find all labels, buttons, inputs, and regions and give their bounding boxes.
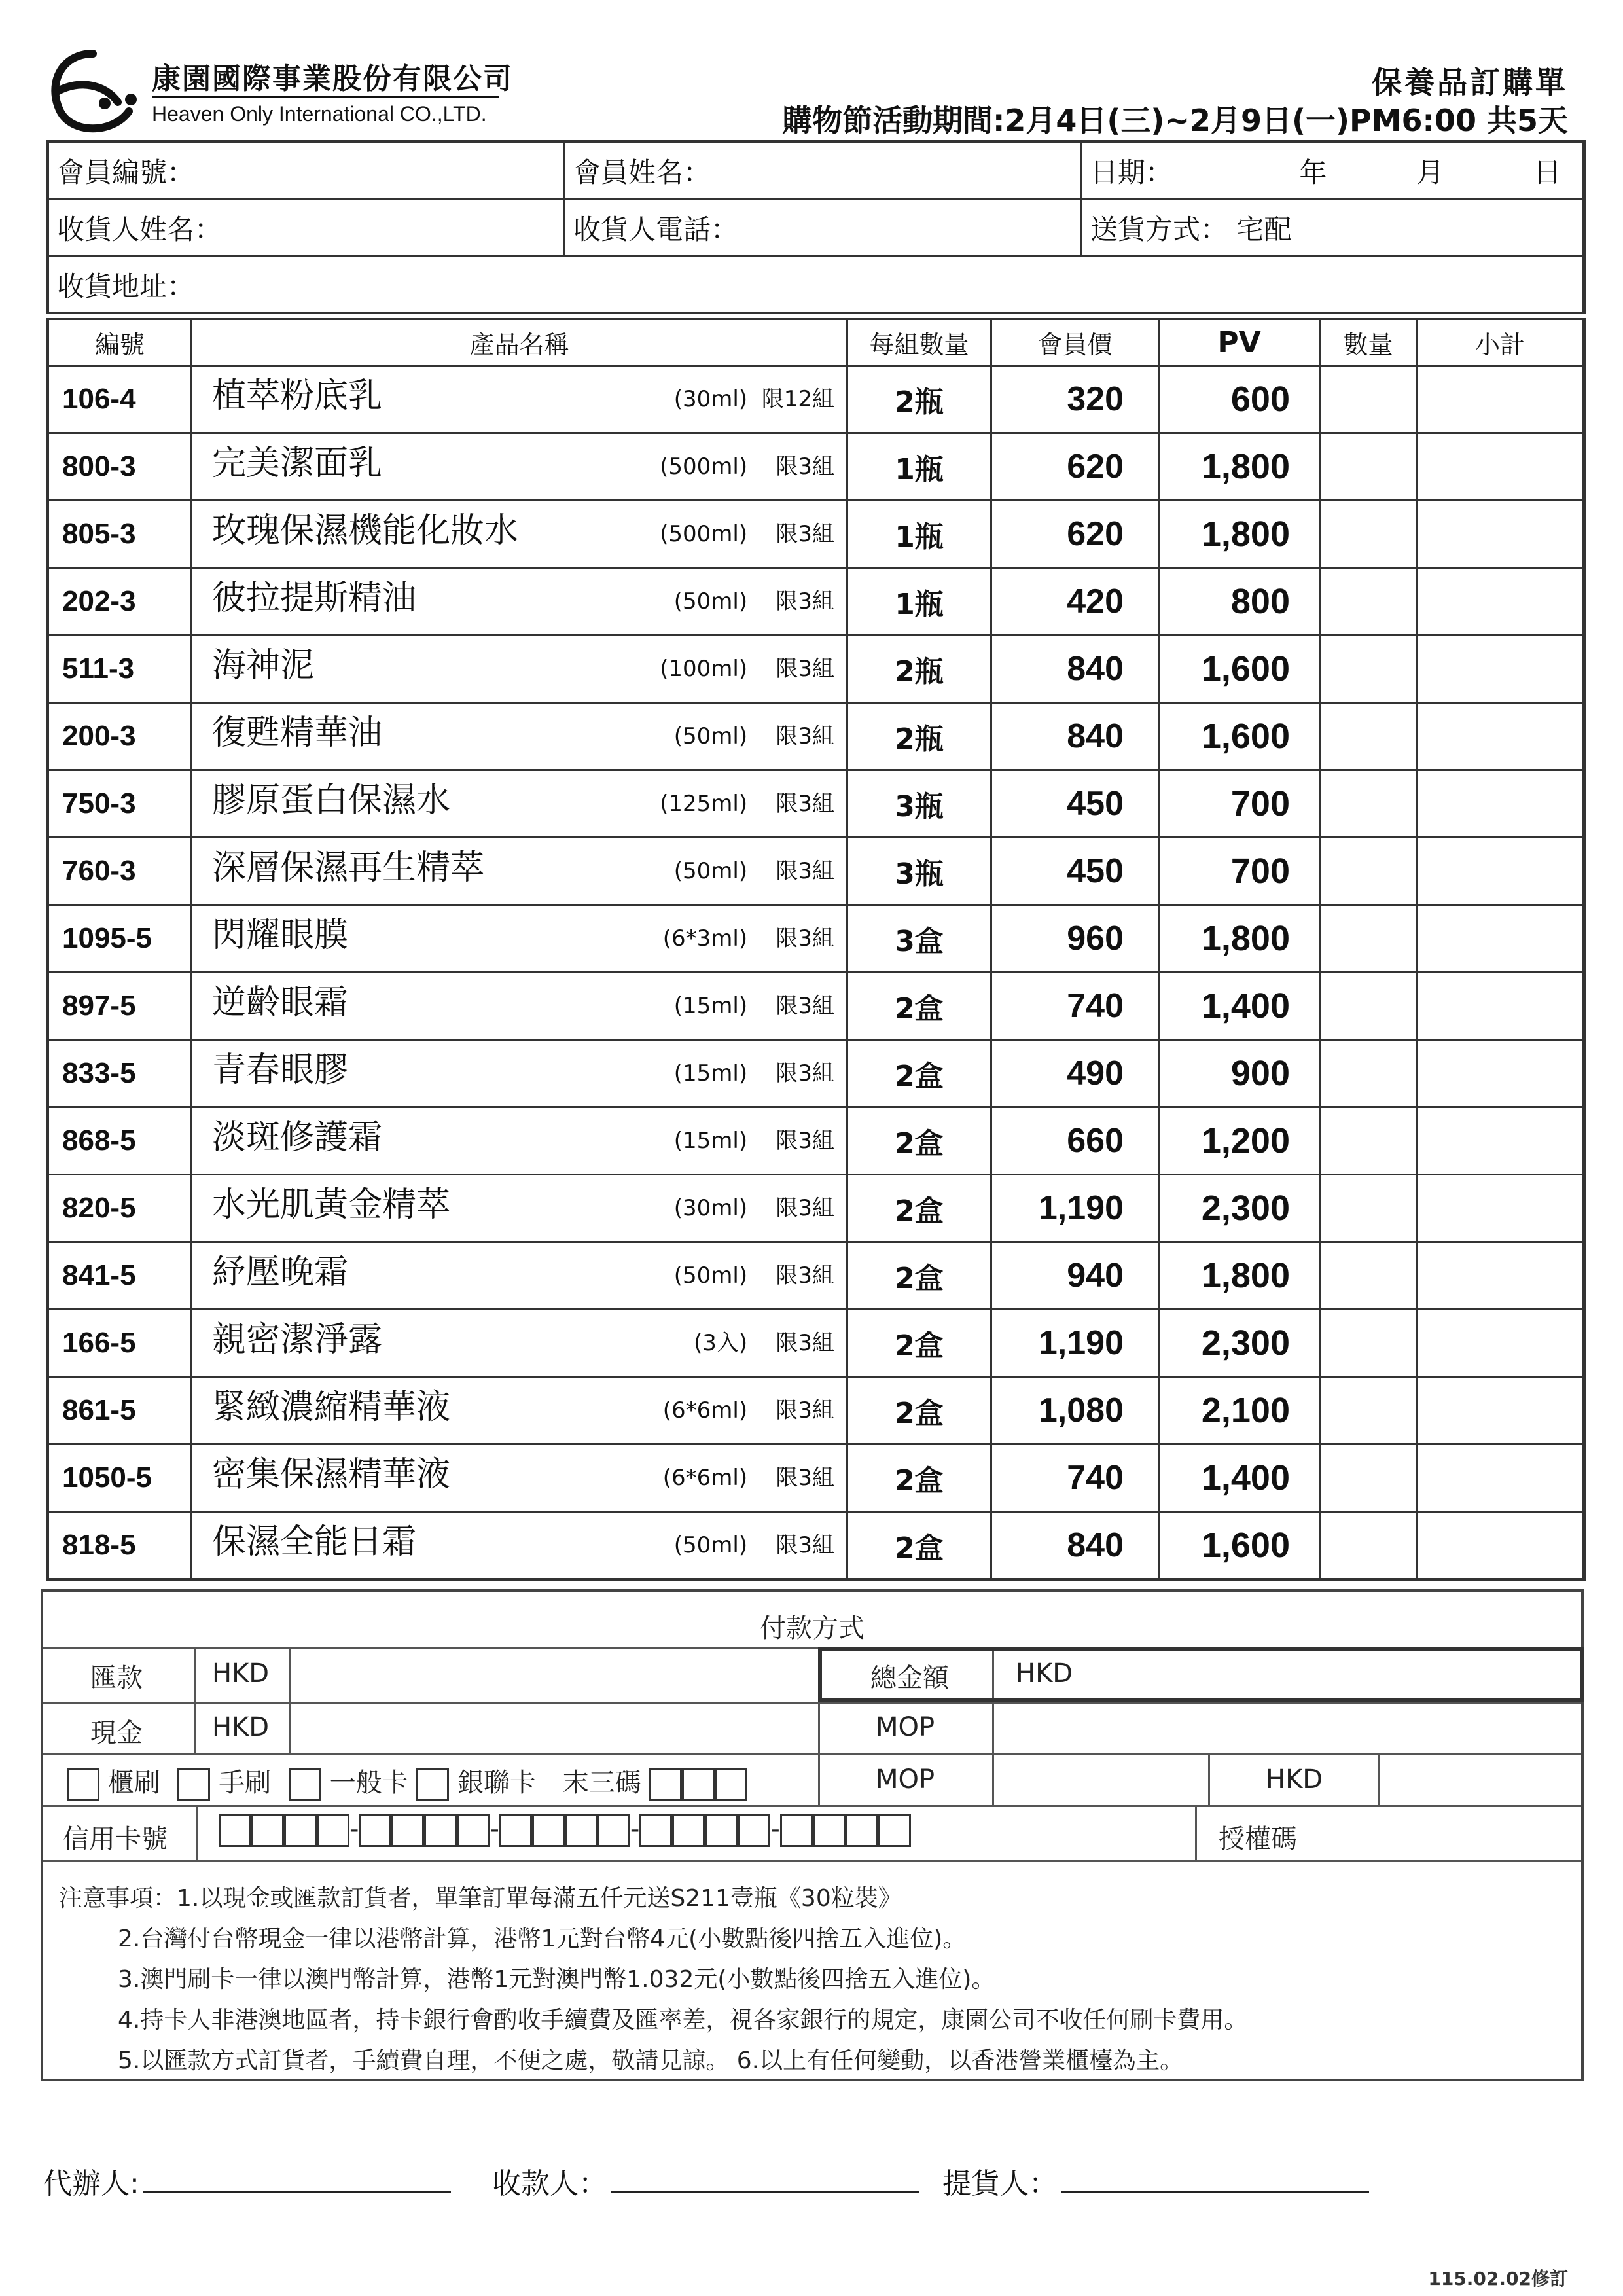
product-member-price: 450 xyxy=(991,770,1159,838)
card-digit-box[interactable] xyxy=(251,1814,284,1847)
card-digit-box[interactable] xyxy=(359,1814,391,1847)
product-set-qty: 1瓶 xyxy=(847,568,991,636)
unionpay-checkbox[interactable] xyxy=(416,1768,449,1801)
unionpay-label: 銀聯卡 xyxy=(457,1768,537,1798)
payee-signature-line[interactable] xyxy=(611,2172,919,2193)
card-hkd-label: HKD xyxy=(1266,1765,1323,1795)
card-number-dash: - xyxy=(349,1814,359,1844)
product-subtotal-input[interactable] xyxy=(1417,568,1584,636)
product-name: 玫瑰保濕機能化妝水 xyxy=(212,511,519,550)
col-header-member-price: 會員價 xyxy=(991,319,1159,366)
payment-notes xyxy=(59,1878,1247,2081)
product-code: 861-5 xyxy=(48,1377,192,1444)
product-member-price: 1,080 xyxy=(991,1377,1159,1444)
col-header-pv: PV xyxy=(1159,319,1320,366)
product-member-price: 1,190 xyxy=(991,1175,1159,1242)
product-member-price: 420 xyxy=(991,568,1159,636)
note-line: 注意事項：1.以現金或匯款訂貨者，單筆訂單每滿五仟元送S211壹瓶《30粒裝》 xyxy=(59,1885,902,1912)
product-code: 1095-5 xyxy=(48,905,192,973)
product-spec: (15ml) 限3組 xyxy=(673,1128,834,1154)
product-member-price: 740 xyxy=(991,973,1159,1040)
product-name-cell xyxy=(192,501,847,568)
note-line: 3.澳門刷卡一律以澳門幣計算，港幣1元對澳門幣1.032元(小數點後四捨五入進位)。 xyxy=(118,1966,995,1993)
payment-rule xyxy=(43,1860,1581,1862)
product-member-price: 450 xyxy=(991,838,1159,905)
product-pv: 1,800 xyxy=(1159,1242,1320,1310)
company-name-cn: 康園國際事業股份有限公司 xyxy=(152,62,513,96)
card-digit-box[interactable] xyxy=(391,1814,424,1847)
last-digit-box[interactable] xyxy=(715,1768,747,1801)
manual-swipe-checkbox[interactable] xyxy=(177,1768,210,1801)
product-name-cell xyxy=(192,1040,847,1107)
note-line: 4.持卡人非港澳地區者，持卡銀行會酌收手續費及匯率差，視各家銀行的規定，康園公司不收任何刷卡費用。 xyxy=(118,2007,1248,2034)
picker-label: 提貨人： xyxy=(942,2167,1058,2200)
product-name: 保濕全能日霜 xyxy=(212,1522,417,1562)
product-set-qty: 1瓶 xyxy=(847,433,991,501)
product-spec: (6*6ml) 限3組 xyxy=(662,1397,834,1424)
product-pv: 1,800 xyxy=(1159,433,1320,501)
payment-rule xyxy=(43,1702,1581,1704)
last-three-digits-label: 末三碼 xyxy=(562,1768,641,1798)
product-spec: (100ml) 限3組 xyxy=(660,656,834,682)
product-name: 膠原蛋白保濕水 xyxy=(212,781,451,820)
total-amount-currency: HKD xyxy=(1016,1659,1073,1689)
product-subtotal-input[interactable] xyxy=(1417,1444,1584,1512)
product-spec: (50ml) 限3組 xyxy=(673,1532,834,1558)
product-name-cell xyxy=(192,1310,847,1377)
product-row xyxy=(48,905,1584,973)
product-pv: 900 xyxy=(1159,1040,1320,1107)
receiver-phone-field[interactable]: 收貨人電話： xyxy=(565,200,1082,257)
product-member-price: 960 xyxy=(991,905,1159,973)
card-number-boxes xyxy=(219,1814,911,1847)
product-subtotal-input[interactable] xyxy=(1417,501,1584,568)
product-set-qty: 2盒 xyxy=(847,973,991,1040)
product-member-price: 840 xyxy=(991,1512,1159,1580)
product-code: 750-3 xyxy=(48,770,192,838)
product-pv: 800 xyxy=(1159,568,1320,636)
product-quantity-input[interactable] xyxy=(1320,1512,1417,1580)
product-code: 805-3 xyxy=(48,501,192,568)
card-number-dash: - xyxy=(490,1814,499,1844)
card-digit-box[interactable] xyxy=(457,1814,490,1847)
product-row xyxy=(48,973,1584,1040)
product-code: 760-3 xyxy=(48,838,192,905)
payment-section xyxy=(41,1589,1584,2081)
card-number-dash: - xyxy=(770,1814,780,1844)
last-digit-box[interactable] xyxy=(649,1768,682,1801)
product-quantity-input[interactable] xyxy=(1320,501,1417,568)
product-set-qty: 2瓶 xyxy=(847,636,991,703)
product-spec: (500ml) 限3組 xyxy=(660,521,834,547)
card-digit-box[interactable] xyxy=(597,1814,630,1847)
mop-label: MOP xyxy=(876,1712,935,1742)
product-subtotal-input[interactable] xyxy=(1417,703,1584,770)
product-name: 復甦精華油 xyxy=(212,713,383,753)
product-member-price: 840 xyxy=(991,703,1159,770)
total-amount-label: 總金額 xyxy=(870,1663,949,1693)
card-digit-box[interactable] xyxy=(813,1814,846,1847)
card-digit-box[interactable] xyxy=(317,1814,349,1847)
product-name: 青春眼膠 xyxy=(212,1050,349,1090)
product-name: 深層保濕再生精萃 xyxy=(212,848,485,888)
counter-swipe-checkbox[interactable] xyxy=(67,1768,99,1801)
cash-amount-input[interactable] xyxy=(304,1707,808,1750)
product-member-price: 740 xyxy=(991,1444,1159,1512)
payment-rule xyxy=(43,1753,1581,1755)
receiver-name-field[interactable]: 收貨人姓名： xyxy=(48,200,565,257)
product-name: 緊緻濃縮精華液 xyxy=(212,1388,451,1427)
col-header-code: 編號 xyxy=(48,319,192,366)
agent-signature-line[interactable] xyxy=(143,2172,451,2193)
picker-signature[interactable] xyxy=(942,2160,1369,2202)
payment-rule xyxy=(196,1805,198,1860)
mop-amount-input[interactable] xyxy=(1005,1707,1575,1750)
product-spec: (6*6ml) 限3組 xyxy=(662,1465,834,1491)
note-line: 2.台灣付台幣現金一律以港幣計算，港幣1元對台幣4元(小數點後四捨五入進位)。 xyxy=(118,1926,967,1952)
card-digit-box[interactable] xyxy=(499,1814,532,1847)
product-pv: 2,300 xyxy=(1159,1310,1320,1377)
member-info-table xyxy=(46,140,1586,314)
product-pv: 1,600 xyxy=(1159,636,1320,703)
product-subtotal-input[interactable] xyxy=(1417,973,1584,1040)
product-subtotal-input[interactable] xyxy=(1417,1377,1584,1444)
product-quantity-input[interactable] xyxy=(1320,1107,1417,1175)
col-header-quantity: 數量 xyxy=(1320,319,1417,366)
product-row xyxy=(48,1040,1584,1107)
payment-title: 付款方式 xyxy=(760,1613,865,1643)
date-label: 日期： xyxy=(1090,156,1173,188)
counter-swipe-label: 櫃刷 xyxy=(107,1768,160,1798)
product-subtotal-input[interactable] xyxy=(1417,1175,1584,1242)
card-digit-box[interactable] xyxy=(284,1814,317,1847)
product-set-qty: 2盒 xyxy=(847,1175,991,1242)
card-number-dash: - xyxy=(630,1814,640,1844)
card-type-row xyxy=(67,1762,747,1801)
product-code: 1050-5 xyxy=(48,1444,192,1512)
product-spec: (30ml) 限12組 xyxy=(673,386,834,412)
product-set-qty: 2盒 xyxy=(847,1040,991,1107)
delivery-method-value: 宅配 xyxy=(1236,213,1292,245)
product-row xyxy=(48,366,1584,433)
product-spec: (30ml) 限3組 xyxy=(673,1195,834,1221)
card-digit-box[interactable] xyxy=(780,1814,813,1847)
agent-signature[interactable] xyxy=(43,2160,451,2202)
date-field[interactable] xyxy=(1082,142,1584,200)
normal-card-label: 一般卡 xyxy=(329,1768,408,1798)
product-row xyxy=(48,636,1584,703)
product-name: 完美潔面乳 xyxy=(212,444,383,483)
payment-rule xyxy=(43,1647,818,1649)
product-pv: 1,400 xyxy=(1159,1444,1320,1512)
product-spec: (50ml) 限3組 xyxy=(673,723,834,749)
payee-label: 收款人： xyxy=(492,2167,607,2200)
product-code: 202-3 xyxy=(48,568,192,636)
product-member-price: 320 xyxy=(991,366,1159,433)
product-row xyxy=(48,838,1584,905)
total-amount-input[interactable] xyxy=(1116,1652,1575,1695)
product-name-cell xyxy=(192,905,847,973)
product-subtotal-input[interactable] xyxy=(1417,1107,1584,1175)
product-name-cell xyxy=(192,1242,847,1310)
product-code: 166-5 xyxy=(48,1310,192,1377)
product-name-cell xyxy=(192,1107,847,1175)
product-row xyxy=(48,433,1584,501)
card-digit-box[interactable] xyxy=(565,1814,597,1847)
product-quantity-input[interactable] xyxy=(1320,838,1417,905)
product-name-cell xyxy=(192,838,847,905)
product-table xyxy=(46,318,1586,1581)
product-pv: 1,800 xyxy=(1159,905,1320,973)
payment-rule xyxy=(194,1647,196,1753)
product-row xyxy=(48,1175,1584,1242)
product-spec: (500ml) 限3組 xyxy=(660,454,834,480)
product-name-cell xyxy=(192,770,847,838)
product-subtotal-input[interactable] xyxy=(1417,1512,1584,1580)
product-spec: (50ml) 限3組 xyxy=(673,588,834,615)
product-spec: (50ml) 限3組 xyxy=(673,858,834,884)
product-subtotal-input[interactable] xyxy=(1417,905,1584,973)
product-set-qty: 3瓶 xyxy=(847,838,991,905)
product-name: 密集保濕精華液 xyxy=(212,1455,451,1494)
remit-amount-input[interactable] xyxy=(304,1652,808,1695)
product-set-qty: 2盒 xyxy=(847,1444,991,1512)
product-code: 897-5 xyxy=(48,973,192,1040)
product-quantity-input[interactable] xyxy=(1320,433,1417,501)
product-set-qty: 2盒 xyxy=(847,1310,991,1377)
product-member-price: 840 xyxy=(991,636,1159,703)
product-subtotal-input[interactable] xyxy=(1417,770,1584,838)
product-quantity-input[interactable] xyxy=(1320,973,1417,1040)
delivery-method-field[interactable] xyxy=(1082,200,1584,257)
product-subtotal-input[interactable] xyxy=(1417,838,1584,905)
product-set-qty: 3瓶 xyxy=(847,770,991,838)
card-number-label: 信用卡號 xyxy=(63,1824,168,1854)
note-line: 5.以匯款方式訂貨者，手續費自理，不便之處，敬請見諒。 6.以上有任何變動，以香港營業櫃檯為主。 xyxy=(118,2047,1184,2074)
product-subtotal-input[interactable] xyxy=(1417,1310,1584,1377)
product-set-qty: 2瓶 xyxy=(847,366,991,433)
product-quantity-input[interactable] xyxy=(1320,1444,1417,1512)
product-name-cell xyxy=(192,433,847,501)
product-code: 868-5 xyxy=(48,1107,192,1175)
date-day-label: 日 xyxy=(1533,156,1561,188)
product-table-header xyxy=(48,319,1584,366)
product-name: 水光肌黃金精萃 xyxy=(212,1185,451,1225)
product-member-price: 940 xyxy=(991,1242,1159,1310)
product-set-qty: 3盒 xyxy=(847,905,991,973)
product-name-cell xyxy=(192,1175,847,1242)
product-spec: (6*3ml) 限3組 xyxy=(662,925,834,952)
product-quantity-input[interactable] xyxy=(1320,568,1417,636)
product-code: 833-5 xyxy=(48,1040,192,1107)
product-code: 106-4 xyxy=(48,366,192,433)
promotion-period: 購物節活動期間:2月4日(三)~2月9日(一)PM6:00 共5天 xyxy=(782,103,1568,138)
delivery-method-label: 送貨方式： xyxy=(1090,213,1228,245)
product-name-cell xyxy=(192,703,847,770)
product-member-price: 620 xyxy=(991,433,1159,501)
card-digit-box[interactable] xyxy=(846,1814,878,1847)
product-set-qty: 2盒 xyxy=(847,1107,991,1175)
product-row xyxy=(48,1512,1584,1580)
product-name-cell xyxy=(192,1377,847,1444)
product-pv: 1,800 xyxy=(1159,501,1320,568)
product-pv: 1,200 xyxy=(1159,1107,1320,1175)
product-name-cell xyxy=(192,636,847,703)
payment-rule xyxy=(1208,1753,1210,1805)
product-spec: (15ml) 限3組 xyxy=(673,993,834,1019)
product-name-cell xyxy=(192,1444,847,1512)
product-pv: 1,600 xyxy=(1159,703,1320,770)
product-code: 800-3 xyxy=(48,433,192,501)
product-subtotal-input[interactable] xyxy=(1417,433,1584,501)
product-row xyxy=(48,1107,1584,1175)
product-name-cell xyxy=(192,973,847,1040)
payment-rule xyxy=(1378,1753,1380,1805)
cash-label: 現金 xyxy=(90,1718,143,1748)
product-row xyxy=(48,568,1584,636)
product-pv: 700 xyxy=(1159,770,1320,838)
product-pv: 1,600 xyxy=(1159,1512,1320,1580)
product-quantity-input[interactable] xyxy=(1320,1310,1417,1377)
card-digit-box[interactable] xyxy=(705,1814,738,1847)
product-set-qty: 2盒 xyxy=(847,1242,991,1310)
product-row xyxy=(48,770,1584,838)
product-name: 彼拉提斯精油 xyxy=(212,579,417,618)
product-quantity-input[interactable] xyxy=(1320,770,1417,838)
product-set-qty: 2瓶 xyxy=(847,703,991,770)
product-member-price: 490 xyxy=(991,1040,1159,1107)
company-logo xyxy=(41,39,145,144)
product-code: 820-5 xyxy=(48,1175,192,1242)
date-year-label: 年 xyxy=(1299,156,1327,188)
product-name-cell xyxy=(192,366,847,433)
product-name-cell xyxy=(192,1512,847,1580)
remit-currency: HKD xyxy=(212,1659,270,1689)
product-row xyxy=(48,703,1584,770)
product-name: 閃耀眼膜 xyxy=(212,916,349,955)
product-row xyxy=(48,1377,1584,1444)
manual-swipe-label: 手刷 xyxy=(219,1768,272,1798)
company-name-en: Heaven Only International CO.,LTD. xyxy=(152,102,487,126)
product-pv: 1,400 xyxy=(1159,973,1320,1040)
card-digit-box[interactable] xyxy=(878,1814,911,1847)
product-quantity-input[interactable] xyxy=(1320,905,1417,973)
product-member-price: 620 xyxy=(991,501,1159,568)
product-code: 200-3 xyxy=(48,703,192,770)
product-subtotal-input[interactable] xyxy=(1417,636,1584,703)
product-subtotal-input[interactable] xyxy=(1417,1040,1584,1107)
product-row xyxy=(48,1444,1584,1512)
payment-rule xyxy=(289,1647,291,1753)
product-name: 紓壓晚霜 xyxy=(212,1253,349,1292)
product-quantity-input[interactable] xyxy=(1320,1175,1417,1242)
product-name: 親密潔淨露 xyxy=(212,1320,383,1359)
product-code: 818-5 xyxy=(48,1512,192,1580)
product-subtotal-input[interactable] xyxy=(1417,1242,1584,1310)
product-quantity-input[interactable] xyxy=(1320,636,1417,703)
product-set-qty: 2盒 xyxy=(847,1377,991,1444)
payment-rule xyxy=(1195,1805,1197,1860)
company-name-divider xyxy=(152,96,499,98)
last-digit-box[interactable] xyxy=(682,1768,715,1801)
payee-signature[interactable] xyxy=(492,2160,919,2202)
product-set-qty: 2盒 xyxy=(847,1512,991,1580)
authorization-code-input[interactable] xyxy=(1359,1812,1575,1855)
form-title: 保養品訂購單 xyxy=(1372,65,1568,100)
cash-currency: HKD xyxy=(212,1712,270,1742)
col-header-subtotal: 小計 xyxy=(1417,319,1584,366)
normal-card-checkbox[interactable] xyxy=(289,1768,321,1801)
product-spec: (15ml) 限3組 xyxy=(673,1060,834,1086)
card-digit-box[interactable] xyxy=(738,1814,770,1847)
card-digit-box[interactable] xyxy=(639,1814,672,1847)
product-quantity-input[interactable] xyxy=(1320,366,1417,433)
authorization-code-label: 授權碼 xyxy=(1219,1824,1297,1854)
product-member-price: 1,190 xyxy=(991,1310,1159,1377)
member-number-field[interactable]: 會員編號： xyxy=(48,142,565,200)
date-month-label: 月 xyxy=(1416,156,1444,188)
product-name: 植萃粉底乳 xyxy=(212,376,383,416)
revision-date: 115.02.02修訂 xyxy=(1428,2268,1568,2289)
card-digit-box[interactable] xyxy=(424,1814,457,1847)
product-subtotal-input[interactable] xyxy=(1417,366,1584,433)
product-code: 841-5 xyxy=(48,1242,192,1310)
product-spec: (3入) 限3組 xyxy=(693,1330,834,1356)
member-name-field[interactable]: 會員姓名： xyxy=(565,142,1082,200)
card-mop-label: MOP xyxy=(876,1765,935,1795)
picker-signature-line[interactable] xyxy=(1061,2172,1369,2193)
card-digit-box[interactable] xyxy=(532,1814,565,1847)
payment-rule xyxy=(43,1805,1581,1807)
product-pv: 2,100 xyxy=(1159,1377,1320,1444)
product-member-price: 660 xyxy=(991,1107,1159,1175)
product-pv: 600 xyxy=(1159,366,1320,433)
agent-label: 代辦人: xyxy=(43,2167,139,2200)
col-header-set-qty: 每組數量 xyxy=(847,319,991,366)
product-quantity-input[interactable] xyxy=(1320,1377,1417,1444)
product-code: 511-3 xyxy=(48,636,192,703)
product-quantity-input[interactable] xyxy=(1320,703,1417,770)
product-quantity-input[interactable] xyxy=(1320,1242,1417,1310)
product-row xyxy=(48,1242,1584,1310)
product-name: 海神泥 xyxy=(212,646,315,685)
col-header-name: 產品名稱 xyxy=(192,319,847,366)
address-field[interactable]: 收貨地址： xyxy=(48,257,1584,314)
product-name-cell xyxy=(192,568,847,636)
product-quantity-input[interactable] xyxy=(1320,1040,1417,1107)
product-name: 逆齡眼霜 xyxy=(212,983,349,1022)
product-pv: 2,300 xyxy=(1159,1175,1320,1242)
product-spec: (50ml) 限3組 xyxy=(673,1263,834,1289)
product-name: 淡斑修護霜 xyxy=(212,1118,383,1157)
product-pv: 700 xyxy=(1159,838,1320,905)
card-digit-box[interactable] xyxy=(672,1814,705,1847)
product-row xyxy=(48,1310,1584,1377)
product-row xyxy=(48,501,1584,568)
product-spec: (125ml) 限3組 xyxy=(660,791,834,817)
card-digit-box[interactable] xyxy=(219,1814,251,1847)
product-set-qty: 1瓶 xyxy=(847,501,991,568)
remit-label: 匯款 xyxy=(90,1663,143,1693)
